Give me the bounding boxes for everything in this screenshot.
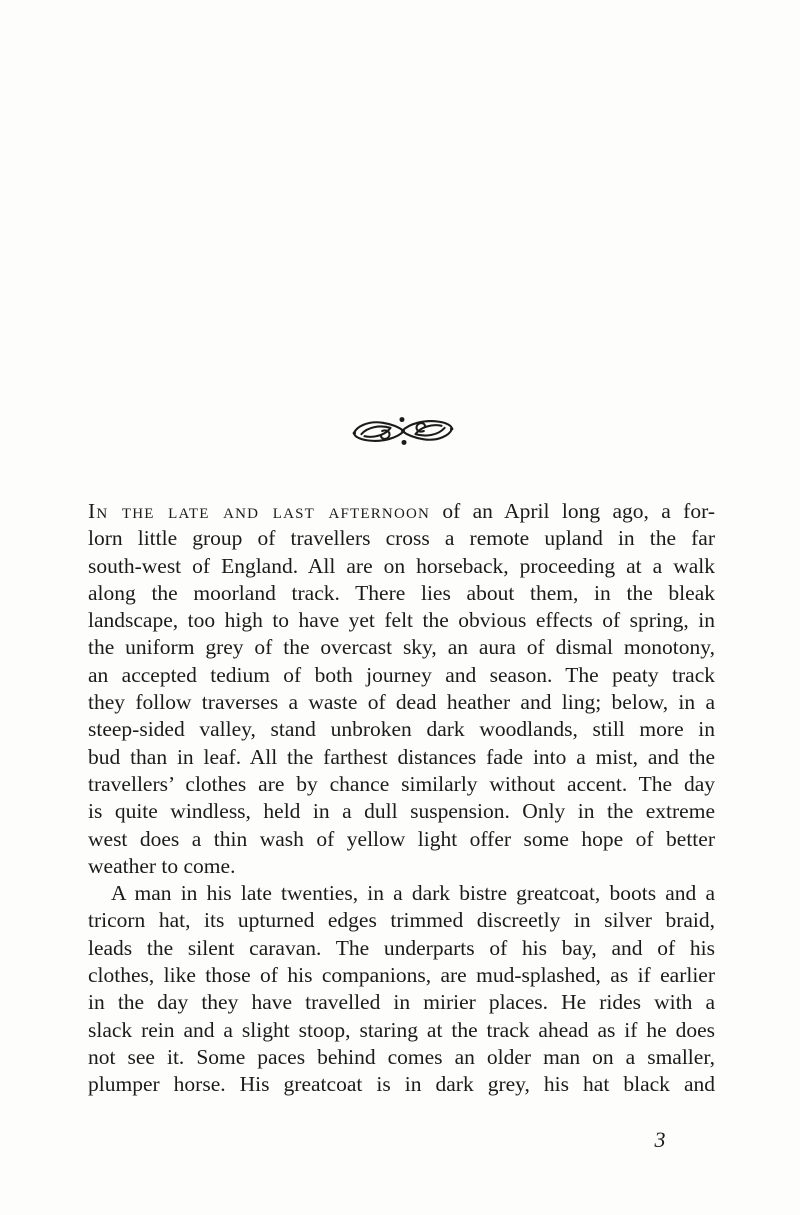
- text-line: along the moorland track. There lies about them, in the bleak: [88, 580, 715, 605]
- text-line: bud than in leaf. All the farthest distances fade into a mist, and the: [88, 744, 715, 769]
- fleuron-ornament-icon: [351, 415, 455, 447]
- text-line: lorn little group of travellers cross a remote upland in the far: [88, 526, 715, 551]
- text-line: A man in his late twenties, in a dark bistre greatcoat, boots and a: [111, 881, 715, 906]
- text-line: leads the silent caravan. The underparts of his bay, and of his: [88, 935, 715, 960]
- text-line: in the day they have travelled in mirier places. He rides with a: [88, 990, 715, 1015]
- page-number: 3: [654, 1127, 666, 1152]
- body-text: [88, 498, 715, 1099]
- text-line: they follow traverses a waste of dead heather and ling; below, in a: [88, 690, 715, 715]
- text-line: is quite windless, held in a dull suspension. Only in the extreme: [88, 799, 715, 824]
- text-line: steep-sided valley, stand unbroken dark woodlands, still more in: [88, 717, 715, 742]
- text-line: weather to come.: [88, 853, 236, 878]
- text-line: landscape, too high to have yet felt the obvious effects of spring, in: [88, 608, 715, 633]
- text-line: travellers’ clothes are by chance similarly without accent. The day: [88, 771, 715, 796]
- paragraph: [88, 880, 715, 1098]
- paragraph-lines: [88, 525, 715, 880]
- paragraph: [88, 498, 715, 880]
- text-line: plumper horse. His greatcoat is in dark grey, his hat black and: [88, 1072, 715, 1097]
- text-line: clothes, like those of his companions, are mud-splashed, as if earlier: [88, 963, 715, 988]
- text-line-opening: [88, 498, 715, 525]
- text-line: west does a thin wash of yellow light offer some hope of better: [88, 826, 715, 851]
- text-line: tricorn hat, its upturned edges trimmed discreetly in silver braid,: [88, 908, 715, 933]
- text-line: south-west of England. All are on horseback, proceeding at a walk: [88, 553, 715, 578]
- text-line: an accepted tedium of both journey and season. The peaty track: [88, 662, 715, 687]
- opening-smallcaps: In the late and last afternoon: [88, 499, 430, 523]
- opening-rest: of an April long ago, a for-: [429, 499, 715, 523]
- text-line: not see it. Some paces behind comes an older man on a smaller,: [88, 1044, 715, 1069]
- text-line: slack rein and a slight stoop, staring at the track ahead as if he does: [88, 1017, 715, 1042]
- text-line: the uniform grey of the overcast sky, an aura of dismal monotony,: [88, 635, 715, 660]
